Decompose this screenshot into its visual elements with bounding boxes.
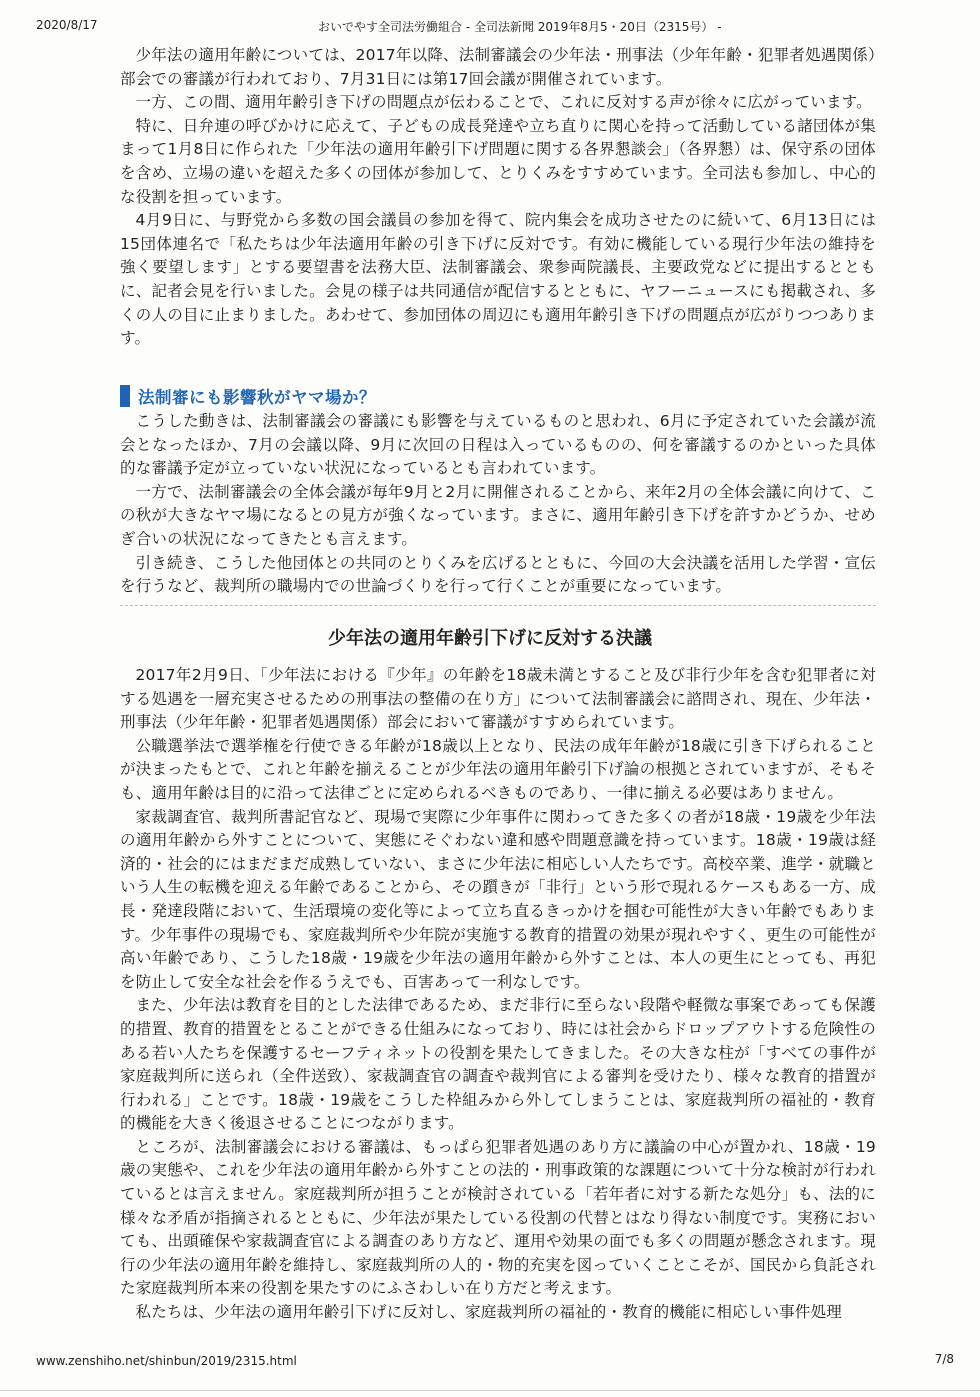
intro-paragraph: 4月9日に、与野党から多数の国会議員の参加を得て、院内集会を成功させたのに続いて、6月13日には15団体連名で「私たちは少年法適用年齢の引き下げに反対です。有効に機能している現行少年法の維持を強く要望します」とする要望書を法務大臣、法制審議会、衆参両院議長、主要政党などに提出するとともに、記者会見を行いました。会見の様子は共同通信が配信するとともに、ヤフーニュースにも掲載され、多くの人の目に止まりました。あわせて、参加団体の周辺にも適用年齢引き下げの問題点が広がりつつあります。 [120,211,876,348]
intro-paragraph: 特に、日弁連の呼びかけに応えて、子どもの成長発達や立ち直りに関心を持って活動している諸団体が集まって1月8日に作られた「少年法の適用年齢引下げ問題に関する各界懇談会」（各界懇）は、保守系の団体を含め、立場の違いを超えた多くの団体が参加して、とりくみをすすめています。全司法も参加し、中心的な役割を担っています。 [120,116,876,206]
resolution-paragraph: 公職選挙法で選挙権を行使できる年齢が18歳以上となり、民法の成年年齢が18歳に引き下げられることが決まったもとで、これと年齢を揃えることが少年法の適用年齢引下げ論の根拠とされていますが、そもそも、適用年齢は目的に沿って法律ごとに定められるべきものであり、一律に揃える必要はありません。 [120,736,876,802]
intro-paragraph: 一方、この間、適用年齢引き下げの問題点が伝わることで、これに反対する声が徐々に広がっています。 [135,93,872,112]
footer-url: www.zenshiho.net/shinbun/2019/2315.html [36,1354,297,1368]
intro-paragraph: 少年法の適用年齢については、2017年以降、法制審議会の少年法・刑事法（少年年齢・犯罪者処遇関係）部会での審議が行われており、7月31日には第17回会議が開催されています。 [120,46,876,88]
resolution-paragraph: また、少年法は教育を目的とした法律であるため、まだ非行に至らない段階や軽微な事案であっても保護的措置、教育的措置をとることができる仕組みになっており、時には社会からドロップアウトする危険性のある若い人たちを保護するセーフティネットの役割を果たしてきました。その大きな柱が「すべての事件が家庭裁判所に送られ（全件送致）、家裁調査官の調査や裁判官による審判を受けたり、様々な教育的措置が行われる」ことです。18歳・19歳をこうした枠組みから外してしまうことは、家庭裁判所の福祉的・教育的機能を大きく後退させることにつながります。 [120,996,876,1133]
resolution-paragraph: ところが、法制審議会における審議は、もっぱら犯罪者処遇のあり方に議論の中心が置かれ、18歳・19歳の実態や、これを少年法の適用年齢から外すことの法的・刑事政策的な課題について十分な検討が行われているとは言えません。家庭裁判所が担うことが検討されている「若年者に対する新たな処分」も、法的に様々な矛盾が指摘されるとともに、少年法が果たしている役割の代替とはなり得ない制度です。実務においても、出頭確保や家裁調査官による調査のあり方など、運用や効果の面でも多くの問題が懸念されます。現行の少年法の適用年齢を維持し、家庭裁判所の人的・物的充実を図っていくことこそが、国民から負託された家庭裁判所本来の役割を果たすのにふさわしい在り方だと考えます。 [120,1137,876,1298]
article-intro [120,44,876,351]
resolution-paragraph: 家裁調査官、裁判所書記官など、現場で実際に少年事件に関わってきた多くの者が18歳・19歳を少年法の適用年齢から外すことについて、実態にそぐわない違和感や問題意識を持っています。18歳・19歳は経済的・社会的にはまだまだ成熟していない、まさに少年法に相応しい人たちです。高校卒業、進学・就職という人生の転機を迎える年齢であることから、その躓きが「非行」という形で現れるケースもある一方、成長・発達段階において、生活環境の変化等によって立ち直るきっかけを掴む可能性が大きい年齢でもあります。少年事件の現場でも、家庭裁判所や少年院が実施する教育的措置の効果が現れやすく、更生の可能性が高い年齢であり、こうした18歳・19歳を少年法の適用年齢から外すことは、本人の更生にとっても、再犯を防止して安全な社会を作るうえでも、百害あって一利なしです。 [120,807,876,991]
divider [120,605,876,606]
resolution-paragraph: 私たちは、少年法の適用年齢引下げに反対し、家庭裁判所の福祉的・教育的機能に相応しい事件処理 [135,1303,843,1322]
resolution-paragraph: 2017年2月9日、「少年法における『少年』の年齢を18歳未満とすること及び非行少年を含む犯罪者に対する処遇を一層充実させるための刑事法の整備の在り方」について法制審議会に諮問され、現在、少年法・刑事法（少年年齢・犯罪者処遇関係）部会において審議がすすめられています。 [120,666,876,732]
page-header-title: おいでやす全司法労働組合 - 全司法新聞 2019年8月5・20日（2315号） - [318,20,722,34]
section-body [120,410,876,599]
page-number: 7/8 [934,1352,954,1366]
heading-bar-icon [120,385,130,407]
page-edge-line [0,1390,980,1391]
section-heading-text: 法制審にも影響秋がヤマ場か？ [138,388,376,407]
section-paragraph: こうした動きは、法制審議会の審議にも影響を与えているものと思われ、6月に予定されていた会議が流会となったほか、7月の会議以降、9月に次回の日程は入っているものの、何を審議するのかといった具体的な審議予定が立っていない状況になっているとも言われています。 [120,412,876,478]
resolution-title: 少年法の適用年齢引下げに反対する決議 [328,628,652,649]
resolution-body [120,664,876,1325]
section-paragraph: 引き続き、こうした他団体との共同のとりくみを広げるとともに、今回の大会決議を活用した学習・宣伝を行うなど、裁判所の職場内での世論づくりを行って行くことが重要になっています。 [120,553,876,596]
print-date: 2020/8/17 [36,18,98,32]
section-heading [120,384,376,408]
section-paragraph: 一方で、法制審議会の全体会議が毎年9月と2月に開催されることから、来年2月の全体会議に向けて、この秋が大きなヤマ場になるとの見方が強くなっています。まさに、適用年齢引き下げを許すかどうか、せめぎ合いの状況になってきたとも言えます。 [120,482,876,548]
